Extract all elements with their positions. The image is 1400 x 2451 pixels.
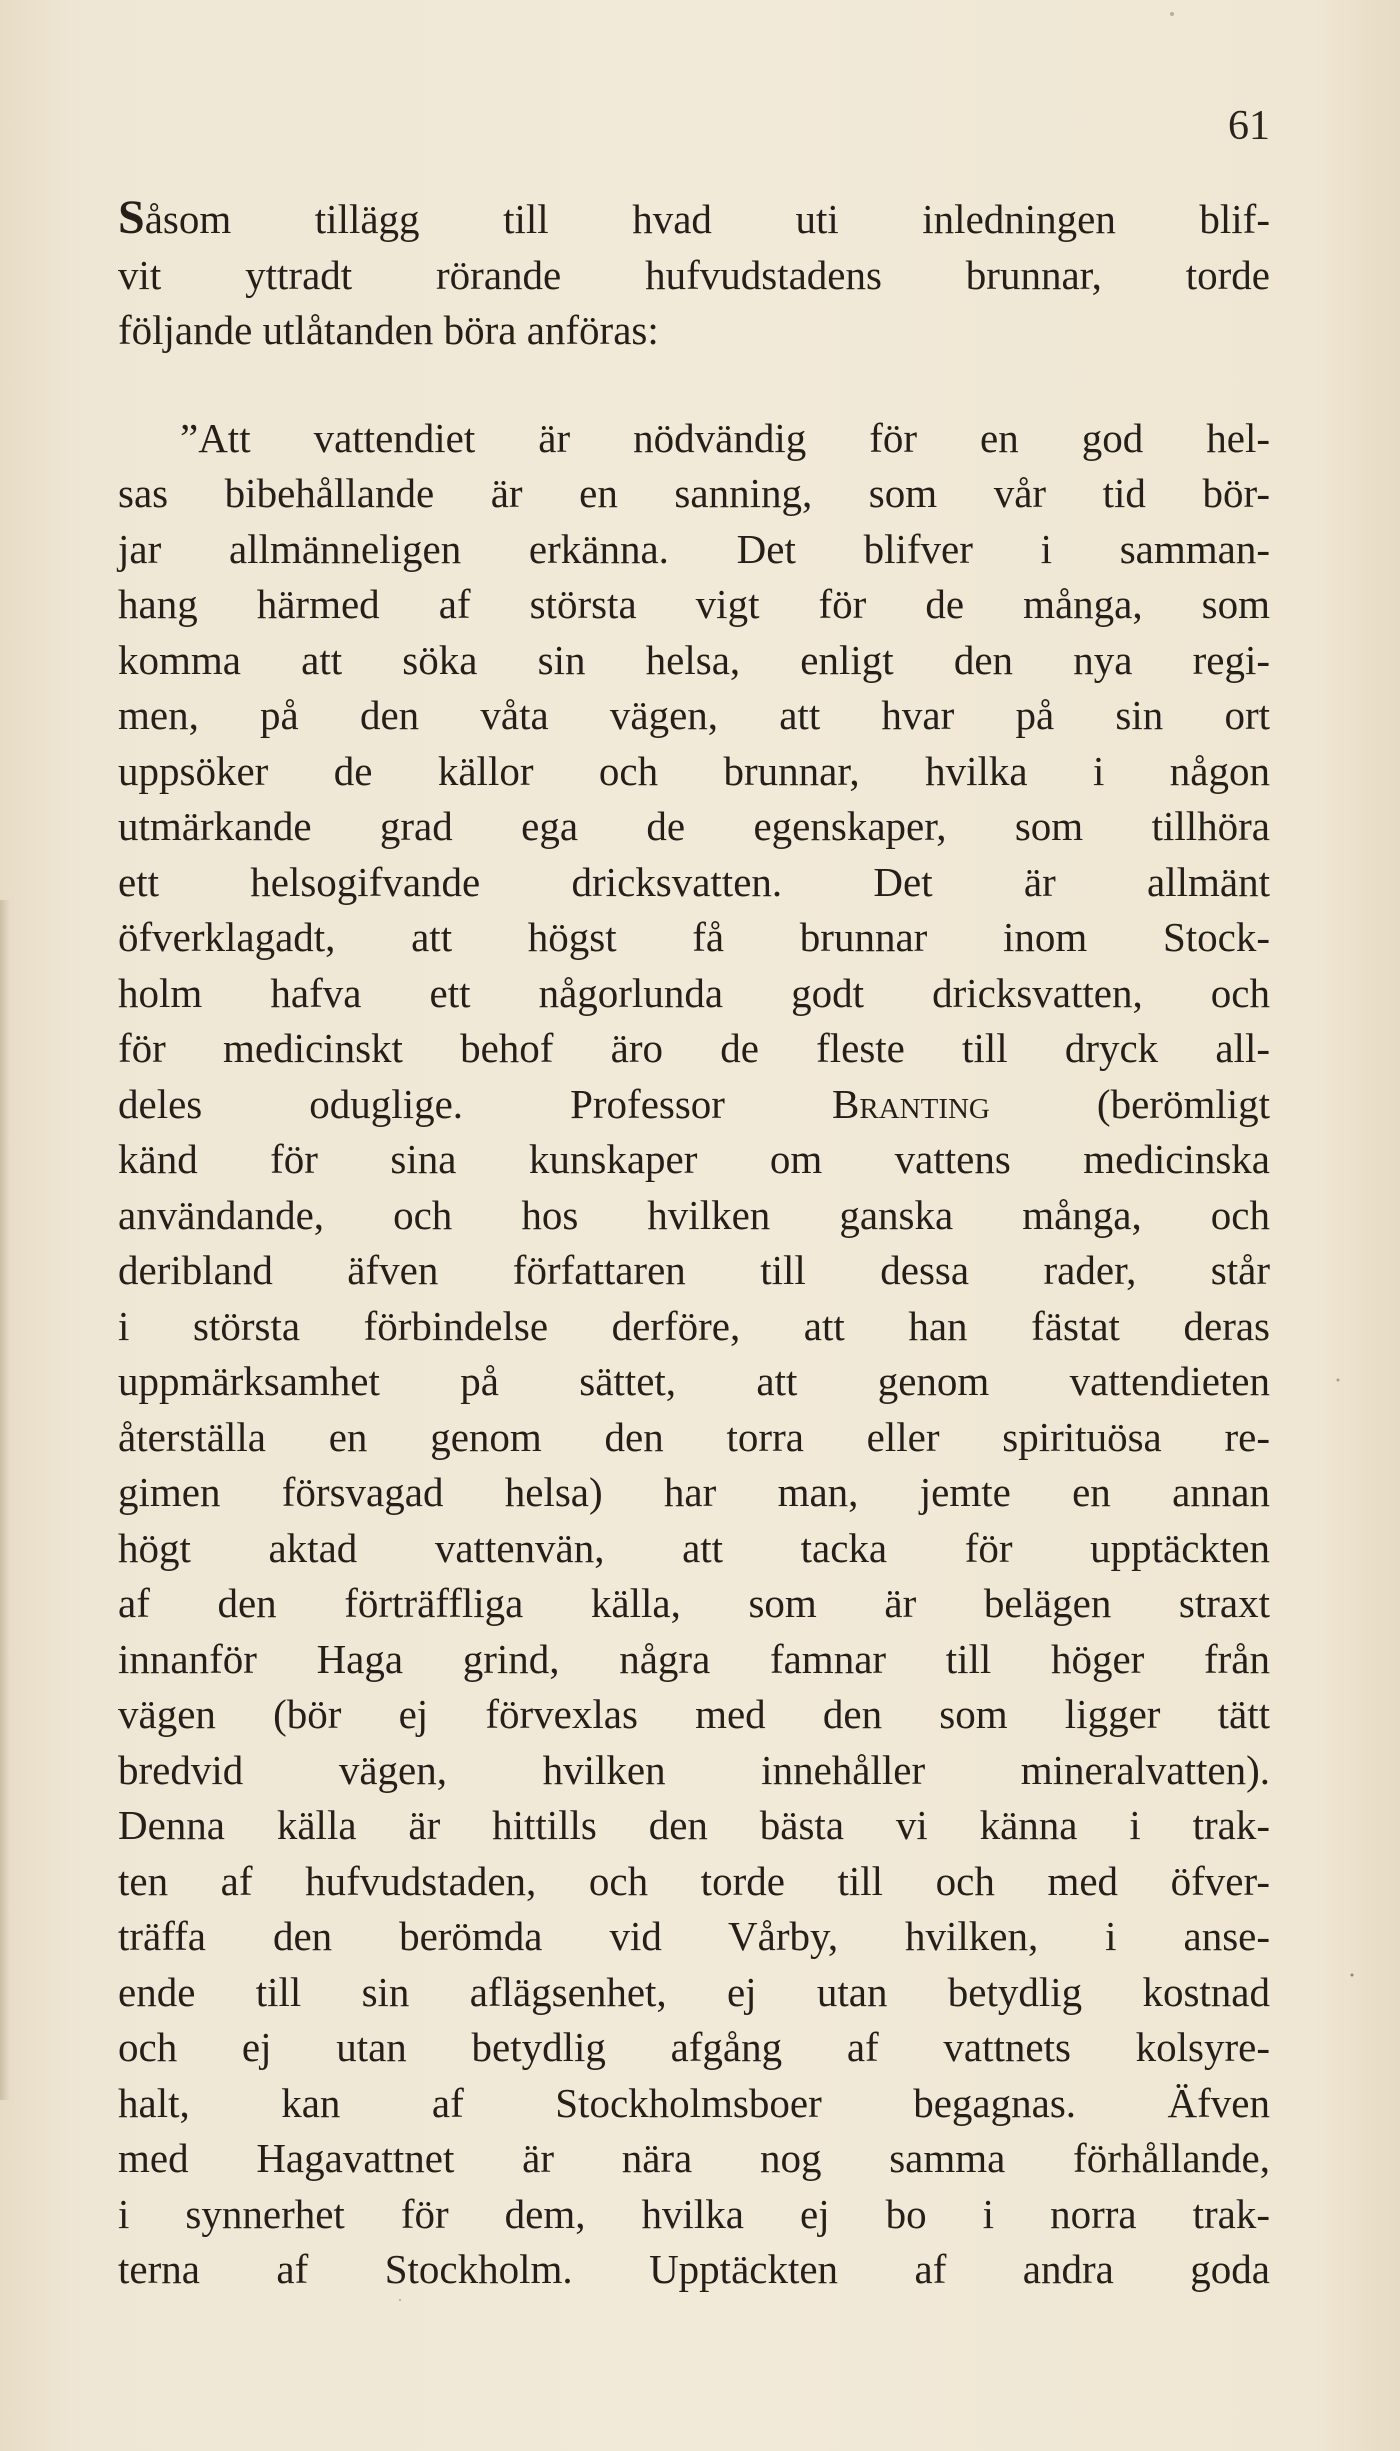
text-line: ende till sin aflägsenhet, ej utan betydlig kostnad bbox=[118, 1968, 1270, 2015]
text-line: öfverklagadt, att högst få brunnar inom Stock- bbox=[118, 914, 1270, 960]
text-line: halt, kan af Stockholmsboer begagnas. Äfven bbox=[118, 2079, 1270, 2126]
text-line bbox=[118, 190, 1270, 248]
author-name-small-caps: Branting bbox=[832, 1080, 990, 1127]
text-line: och ej utan betydlig afgång af vattnets kolsyre- bbox=[118, 2024, 1270, 2070]
text-line-pre: deles oduglige. Professor bbox=[118, 1080, 833, 1127]
text-line: vägen (bör ej förvexlas med den som ligger tätt bbox=[118, 1691, 1270, 1737]
text-line: ett helsogifvande dricksvatten. Det är allmänt bbox=[118, 858, 1270, 905]
text-line: för medicinskt behof äro de fleste till dryck all- bbox=[118, 1025, 1270, 1071]
text-line: vit yttradt rörande hufvudstadens brunnar, torde bbox=[118, 251, 1270, 298]
text-line: högt aktad vattenvän, att tacka för upptäckten bbox=[118, 1524, 1270, 1571]
paragraph-2 bbox=[118, 411, 1270, 2298]
text-line: med Hagavattnet är nära nog samma förhållande, bbox=[118, 2135, 1270, 2181]
text-line: hang härmed af största vigt för de många, som bbox=[118, 581, 1270, 627]
text-line: uppsöker de källor och brunnar, hvilka i någon bbox=[118, 747, 1270, 794]
text-line: återställa en genom den torra eller spirituösa re- bbox=[118, 1413, 1270, 1460]
text-line: gimen försvagad helsa) har man, jemte en annan bbox=[118, 1469, 1270, 1515]
text-line-post: (berömligt bbox=[989, 1080, 1271, 1127]
text-line: i största förbindelse derföre, att han fästat deras bbox=[118, 1302, 1270, 1349]
text-line: bredvid vägen, hvilken innehåller mineralvatten). bbox=[118, 1746, 1270, 1793]
text-line: sas bibehållande är en sanning, som vår tid bör- bbox=[118, 470, 1270, 516]
text-line: terna af Stockholm. Upptäckten af andra goda bbox=[118, 2246, 1270, 2292]
text-line: innanför Haga grind, några famnar till höger från bbox=[118, 1635, 1270, 1682]
text-line: ”Att vattendiet är nödvändig för en god hel- bbox=[180, 414, 1270, 461]
page-number: 61 bbox=[1228, 103, 1270, 149]
text-line bbox=[118, 1077, 1270, 1133]
text-line: men, på den våta vägen, att hvar på sin ort bbox=[118, 692, 1270, 738]
text-line: holm hafva ett någorlunda godt dricksvatten, och bbox=[118, 969, 1270, 1016]
text-line: utmärkande grad ega de egenskaper, som tillhöra bbox=[118, 803, 1270, 849]
text-line: jar allmänneligen erkänna. Det blifver i samman- bbox=[118, 525, 1270, 572]
text-line: användande, och hos hvilken ganska många, och bbox=[118, 1191, 1270, 1238]
text-line-rest: åsom tillägg till hvad uti inledningen blif- bbox=[144, 196, 1270, 242]
text-line: känd för sina kunskaper om vattens medicinska bbox=[118, 1136, 1270, 1182]
text-line: följande utlåtanden böra anföras: bbox=[118, 307, 659, 353]
text-line: i synnerhet för dem, hvilka ej bo i norra trak- bbox=[118, 2190, 1270, 2237]
text-line: Denna källa är hittills den bästa vi känna i trak- bbox=[118, 1802, 1270, 1848]
text-line: komma att söka sin helsa, enligt den nya regi- bbox=[118, 636, 1270, 683]
text-line: träffa den berömda vid Vårby, hvilken, i anse- bbox=[118, 1913, 1270, 1959]
text-line: ten af hufvudstaden, och torde till och med öfver- bbox=[118, 1857, 1270, 1904]
drop-cap: S bbox=[118, 191, 145, 244]
paragraph-1 bbox=[118, 190, 1270, 359]
page-edge-shadow bbox=[0, 900, 10, 2100]
text-line: af den förträffliga källa, som är belägen straxt bbox=[118, 1580, 1270, 1626]
text-line: uppmärksamhet på sättet, att genom vattendieten bbox=[118, 1358, 1270, 1404]
text-line: deribland äfven författaren till dessa rader, står bbox=[118, 1247, 1270, 1293]
body-text bbox=[118, 190, 1270, 2298]
